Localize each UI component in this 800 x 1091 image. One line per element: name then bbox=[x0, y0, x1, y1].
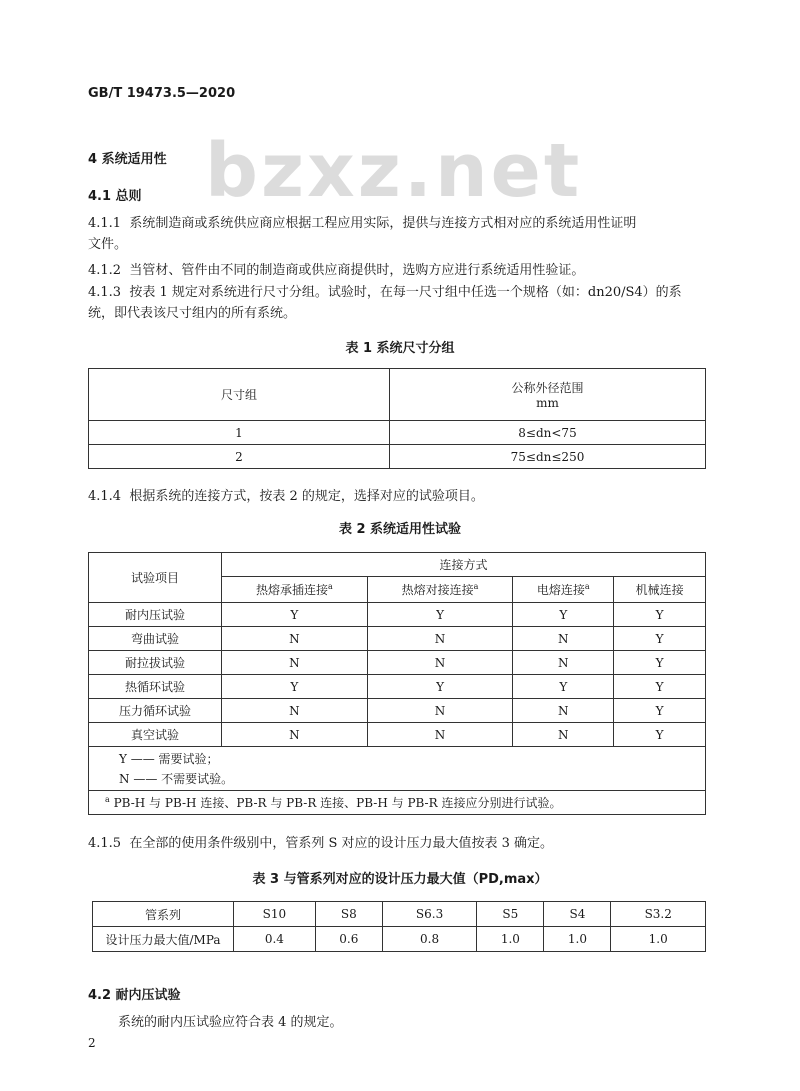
table-cell: Y bbox=[513, 675, 614, 699]
para-num: 4.1.1 bbox=[88, 216, 122, 231]
para-text: 系统制造商或系统供应商应根据工程应用实际，提供与连接方式相对应的系统适用性证明 bbox=[129, 216, 637, 231]
para-4-1-5 bbox=[88, 833, 712, 854]
col-label: 热熔承插连接 bbox=[255, 583, 328, 597]
table-cell: N bbox=[513, 699, 614, 723]
legend-y: Y —— 需要试验； bbox=[119, 751, 219, 766]
table-cell: Y bbox=[614, 699, 706, 723]
table-1-header-range bbox=[390, 369, 706, 421]
table-cell: N bbox=[367, 723, 513, 747]
table-cell: N bbox=[513, 627, 614, 651]
table-3 bbox=[92, 901, 706, 952]
page-number: 2 bbox=[88, 1036, 96, 1050]
table-2-header-conn: 连接方式 bbox=[222, 553, 706, 577]
row-name: 弯曲试验 bbox=[89, 627, 222, 651]
table-row bbox=[89, 603, 706, 627]
section-4-1-title: 4.1 总则 bbox=[88, 189, 142, 204]
table-cell: Y bbox=[222, 603, 368, 627]
table-cell: 0.6 bbox=[315, 927, 382, 952]
table-cell: N bbox=[513, 723, 614, 747]
table-2 bbox=[88, 552, 706, 815]
table-cell: N bbox=[367, 651, 513, 675]
table-row bbox=[89, 651, 706, 675]
standard-header: GB/T 19473.5—2020 bbox=[88, 86, 236, 101]
table-3-row-label: 设计压力最大值/MPa bbox=[93, 927, 234, 952]
table-1 bbox=[88, 368, 706, 469]
table-cell: 8≤dn<75 bbox=[390, 421, 706, 445]
section-4-2-title: 4.2 耐内压试验 bbox=[88, 988, 181, 1003]
col-label: 热熔对接连接 bbox=[401, 583, 474, 597]
table-1-caption: 表 1 系统尺寸分组 bbox=[345, 341, 455, 356]
para-num: 4.1.4 bbox=[88, 489, 122, 504]
table-cell: 1 bbox=[89, 421, 390, 445]
row-name: 热循环试验 bbox=[89, 675, 222, 699]
table-cell: 2 bbox=[89, 445, 390, 469]
table-cell: S6.3 bbox=[382, 902, 477, 927]
table-cell: Y bbox=[367, 603, 513, 627]
section-4-title: 4 系统适用性 bbox=[88, 152, 167, 167]
table-row bbox=[89, 627, 706, 651]
row-name: 耐内压试验 bbox=[89, 603, 222, 627]
table-2-col bbox=[367, 577, 513, 603]
row-name: 耐拉拔试验 bbox=[89, 651, 222, 675]
table-2-legend bbox=[89, 747, 706, 791]
para-4-1-3 bbox=[88, 282, 712, 324]
table-cell: Y bbox=[614, 603, 706, 627]
para-text: 根据系统的连接方式，按表 2 的规定，选择对应的试验项目。 bbox=[129, 489, 484, 504]
table-cell: Y bbox=[614, 675, 706, 699]
table-cell: N bbox=[367, 627, 513, 651]
footnote-mark: a bbox=[105, 795, 110, 804]
para-text: 在全部的使用条件级别中，管系列 S 对应的设计压力最大值按表 3 确定。 bbox=[129, 836, 554, 851]
table-cell: 1.0 bbox=[477, 927, 544, 952]
table-2-col bbox=[222, 577, 368, 603]
table-cell: Y bbox=[367, 675, 513, 699]
range-unit: mm bbox=[536, 396, 559, 410]
table-2-footnote bbox=[89, 791, 706, 815]
table-row bbox=[89, 723, 706, 747]
table-cell: S4 bbox=[544, 902, 611, 927]
table-cell: S10 bbox=[234, 902, 316, 927]
table-3-caption: 表 3 与管系列对应的设计压力最大值（PD,max） bbox=[252, 872, 548, 887]
table-2-col: 机械连接 bbox=[614, 577, 706, 603]
table-cell: S8 bbox=[315, 902, 382, 927]
table-1-header-group: 尺寸组 bbox=[89, 369, 390, 421]
table-cell: Y bbox=[222, 675, 368, 699]
table-cell: 1.0 bbox=[611, 927, 706, 952]
table-2-col bbox=[513, 577, 614, 603]
footnote-mark: a bbox=[473, 582, 479, 591]
para-4-2: 系统的耐内压试验应符合表 4 的规定。 bbox=[118, 1015, 343, 1030]
footnote-mark: a bbox=[584, 582, 590, 591]
table-cell: N bbox=[222, 651, 368, 675]
para-cont: 统，即代表该尺寸组内的所有系统。 bbox=[88, 306, 297, 321]
table-3-row-label: 管系列 bbox=[93, 902, 234, 927]
table-cell: N bbox=[513, 651, 614, 675]
table-cell: Y bbox=[614, 651, 706, 675]
table-row bbox=[89, 675, 706, 699]
para-4-1-4 bbox=[88, 486, 712, 507]
range-label: 公称外径范围 bbox=[511, 381, 584, 395]
para-text: 按表 1 规定对系统进行尺寸分组。试验时，在每一尺寸组中任选一个规格（如：dn20/S4）的系 bbox=[129, 285, 682, 300]
para-num: 4.1.3 bbox=[88, 285, 122, 300]
col-label: 电熔连接 bbox=[536, 583, 585, 597]
table-cell: 1.0 bbox=[544, 927, 611, 952]
legend-n: N —— 不需要试验。 bbox=[119, 771, 234, 786]
para-cont: 文件。 bbox=[88, 237, 128, 252]
table-cell: S3.2 bbox=[611, 902, 706, 927]
table-cell: 0.8 bbox=[382, 927, 477, 952]
footnote-text: PB-H 与 PB-H 连接、PB-R 与 PB-R 连接、PB-H 与 PB-R 连接应分别进行试验。 bbox=[113, 796, 562, 810]
table-2-header-item: 试验项目 bbox=[89, 553, 222, 603]
table-cell: 0.4 bbox=[234, 927, 316, 952]
footnote-mark: a bbox=[327, 582, 333, 591]
table-cell: Y bbox=[614, 723, 706, 747]
row-name: 真空试验 bbox=[89, 723, 222, 747]
table-cell: N bbox=[222, 627, 368, 651]
para-num: 4.1.5 bbox=[88, 836, 122, 851]
table-cell: Y bbox=[614, 627, 706, 651]
table-cell: 75≤dn≤250 bbox=[390, 445, 706, 469]
table-cell: N bbox=[367, 699, 513, 723]
para-num: 4.1.2 bbox=[88, 263, 122, 278]
table-cell: S5 bbox=[477, 902, 544, 927]
table-2-caption: 表 2 系统适用性试验 bbox=[338, 522, 462, 537]
para-4-1-1 bbox=[88, 213, 712, 255]
para-text: 当管材、管件由不同的制造商或供应商提供时，选购方应进行系统适用性验证。 bbox=[129, 263, 585, 278]
table-cell: Y bbox=[513, 603, 614, 627]
table-cell: N bbox=[222, 699, 368, 723]
table-row bbox=[89, 699, 706, 723]
para-4-1-2 bbox=[88, 260, 712, 281]
table-cell: N bbox=[222, 723, 368, 747]
watermark: bzxz.net bbox=[205, 128, 583, 214]
row-name: 压力循环试验 bbox=[89, 699, 222, 723]
